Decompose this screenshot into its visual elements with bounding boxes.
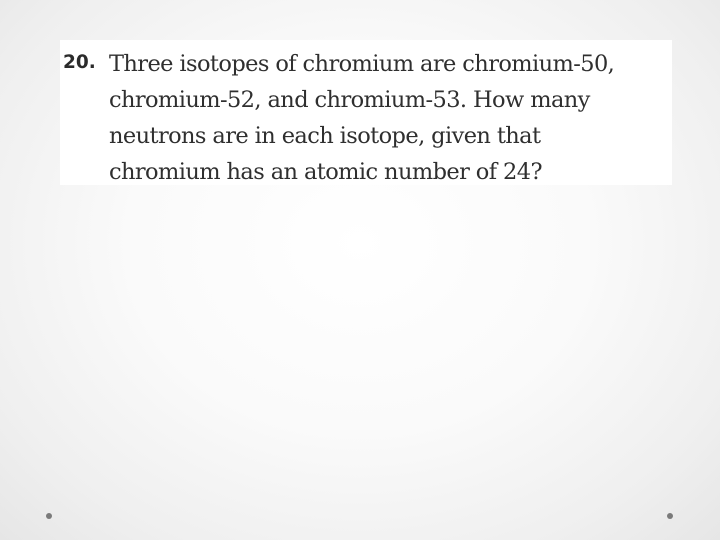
question-text <box>109 46 614 190</box>
question-line: neutrons are in each isotope, given that <box>109 123 541 149</box>
question-line: Three isotopes of chromium are chromium-50, <box>109 51 615 77</box>
question-box <box>60 40 672 185</box>
decorative-dot-left <box>46 513 52 519</box>
decorative-dot-right <box>667 513 673 519</box>
question-line: chromium has an atomic number of 24? <box>109 159 542 185</box>
question-number: 20. <box>63 52 96 73</box>
question-line: chromium-52, and chromium-53. How many <box>109 87 590 113</box>
